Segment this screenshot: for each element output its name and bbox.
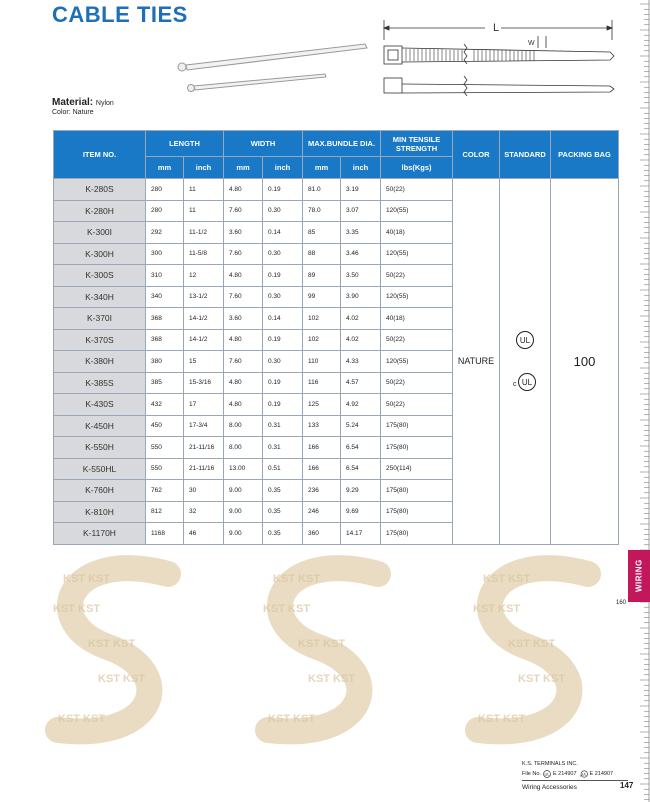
svg-text:KST KST: KST KST	[273, 573, 321, 585]
bundle-mm-cell: 246	[303, 501, 341, 523]
length-inch-cell: 11	[184, 200, 224, 222]
width-inch-cell: 0.19	[263, 394, 303, 416]
item-no-cell: K-430S	[54, 394, 146, 416]
bundle-mm-cell: 102	[303, 329, 341, 351]
svg-text:KST KST: KST KST	[478, 713, 526, 725]
header-item-no: ITEM NO.	[54, 131, 146, 179]
width-inch-cell: 0.19	[263, 372, 303, 394]
width-inch-cell: 0.30	[263, 200, 303, 222]
bundle-mm-cell: 89	[303, 265, 341, 287]
item-no-cell: K-370I	[54, 308, 146, 330]
tensile-cell: 50(22)	[381, 394, 453, 416]
svg-text:KST KST: KST KST	[268, 713, 316, 725]
header-min-tensile: MIN TENSILE STRENGTH	[381, 131, 453, 157]
length-inch-cell: 21-11/16	[184, 437, 224, 459]
material-label: Material:	[52, 97, 94, 108]
tensile-cell: 50(22)	[381, 265, 453, 287]
width-mm-cell: 3.60	[224, 308, 263, 330]
svg-text:c: c	[579, 773, 581, 778]
footer-section: Wiring Accessories	[522, 784, 577, 791]
tensile-cell: 40(18)	[381, 222, 453, 244]
width-mm-cell: 8.00	[224, 415, 263, 437]
packing-value: 100	[551, 179, 619, 545]
item-no-cell: K-1170H	[54, 523, 146, 545]
header-length: LENGTH	[146, 131, 224, 157]
header-length-mm: mm	[146, 157, 184, 179]
length-inch-cell: 14-1/2	[184, 329, 224, 351]
bundle-inch-cell: 3.46	[341, 243, 381, 265]
tensile-cell: 175(80)	[381, 480, 453, 502]
bundle-inch-cell: 5.24	[341, 415, 381, 437]
item-no-cell: K-810H	[54, 501, 146, 523]
header-length-inch: inch	[184, 157, 224, 179]
length-inch-cell: 30	[184, 480, 224, 502]
width-mm-cell: 7.60	[224, 243, 263, 265]
item-no-cell: K-280S	[54, 179, 146, 201]
header-tensile-lbs: lbs(Kgs)	[381, 157, 453, 179]
width-inch-cell: 0.30	[263, 243, 303, 265]
page-title: CABLE TIES	[52, 2, 188, 27]
cul-c-text: c	[513, 381, 517, 389]
width-mm-cell: 8.00	[224, 437, 263, 459]
width-inch-cell: 0.31	[263, 415, 303, 437]
bundle-mm-cell: 85	[303, 222, 341, 244]
spec-table	[53, 130, 619, 545]
file-no-1: E 214907	[552, 771, 577, 777]
side-ruler	[628, 0, 650, 802]
length-mm-cell: 380	[146, 351, 184, 373]
tensile-cell: 40(18)	[381, 308, 453, 330]
tensile-cell: 120(55)	[381, 200, 453, 222]
width-mm-cell: 13.00	[224, 458, 263, 480]
footer-file-numbers	[522, 770, 613, 778]
item-no-cell: K-280H	[54, 200, 146, 222]
bundle-mm-cell: 78.0	[303, 200, 341, 222]
width-mm-cell: 7.60	[224, 200, 263, 222]
bundle-mm-cell: 88	[303, 243, 341, 265]
header-width-mm: mm	[224, 157, 263, 179]
tensile-cell: 120(55)	[381, 286, 453, 308]
length-mm-cell: 762	[146, 480, 184, 502]
ul-icon	[543, 770, 551, 778]
header-max-bundle: MAX.BUNDLE DIA.	[303, 131, 381, 157]
bundle-mm-cell: 236	[303, 480, 341, 502]
bundle-inch-cell: 4.02	[341, 308, 381, 330]
length-mm-cell: 432	[146, 394, 184, 416]
width-inch-cell: 0.30	[263, 351, 303, 373]
item-no-cell: K-760H	[54, 480, 146, 502]
page-number: 147	[620, 781, 634, 790]
bundle-inch-cell: 6.54	[341, 458, 381, 480]
svg-text:KST KST: KST KST	[508, 638, 556, 650]
width-inch-cell: 0.14	[263, 222, 303, 244]
bundle-mm-cell: 166	[303, 437, 341, 459]
width-mm-cell: 9.00	[224, 523, 263, 545]
header-width-inch: inch	[263, 157, 303, 179]
length-inch-cell: 15	[184, 351, 224, 373]
svg-text:KST KST: KST KST	[63, 573, 111, 585]
ul-text: UL	[519, 336, 531, 346]
bundle-inch-cell: 9.69	[341, 501, 381, 523]
bundle-inch-cell: 9.29	[341, 480, 381, 502]
tensile-cell: 175(80)	[381, 437, 453, 459]
svg-text:KST KST: KST KST	[483, 573, 531, 585]
length-mm-cell: 280	[146, 200, 184, 222]
length-inch-cell: 13-1/2	[184, 286, 224, 308]
length-inch-cell: 21-11/16	[184, 458, 224, 480]
bundle-inch-cell: 3.07	[341, 200, 381, 222]
bundle-mm-cell: 116	[303, 372, 341, 394]
width-mm-cell: 4.80	[224, 329, 263, 351]
section-tab-wiring: WIRING	[628, 550, 650, 602]
width-mm-cell: 4.80	[224, 372, 263, 394]
bundle-mm-cell: 133	[303, 415, 341, 437]
item-no-cell: K-550H	[54, 437, 146, 459]
length-mm-cell: 450	[146, 415, 184, 437]
bundle-mm-cell: 360	[303, 523, 341, 545]
bundle-inch-cell: 14.17	[341, 523, 381, 545]
bundle-mm-cell: 166	[303, 458, 341, 480]
tensile-cell: 50(22)	[381, 329, 453, 351]
length-mm-cell: 280	[146, 179, 184, 201]
item-no-cell: K-300S	[54, 265, 146, 287]
width-mm-cell: 4.80	[224, 179, 263, 201]
width-label: W	[528, 40, 535, 47]
header-color: COLOR	[453, 131, 500, 179]
bundle-inch-cell: 4.02	[341, 329, 381, 351]
item-no-cell: K-380H	[54, 351, 146, 373]
width-inch-cell: 0.14	[263, 308, 303, 330]
width-mm-cell: 7.60	[224, 351, 263, 373]
item-no-cell: K-300H	[54, 243, 146, 265]
table-row	[54, 179, 619, 201]
material-value: Nylon	[95, 100, 114, 107]
svg-text:KST KST: KST KST	[58, 713, 106, 725]
standard-cell	[500, 179, 551, 545]
length-inch-cell: 11-5/8	[184, 243, 224, 265]
width-inch-cell: 0.19	[263, 179, 303, 201]
ruler-mark: 160	[616, 600, 627, 606]
width-inch-cell: 0.35	[263, 523, 303, 545]
length-label: L	[493, 22, 500, 34]
width-mm-cell: 4.80	[224, 394, 263, 416]
item-no-cell: K-340H	[54, 286, 146, 308]
item-no-cell: K-550HL	[54, 458, 146, 480]
item-no-cell: K-370S	[54, 329, 146, 351]
width-mm-cell: 9.00	[224, 501, 263, 523]
length-mm-cell: 812	[146, 501, 184, 523]
kst-watermark	[18, 552, 618, 747]
width-inch-cell: 0.30	[263, 286, 303, 308]
length-inch-cell: 46	[184, 523, 224, 545]
length-mm-cell: 368	[146, 329, 184, 351]
bundle-mm-cell: 99	[303, 286, 341, 308]
svg-text:KST KST: KST KST	[473, 603, 521, 615]
svg-text:KST KST: KST KST	[263, 603, 311, 615]
bundle-inch-cell: 4.57	[341, 372, 381, 394]
tensile-cell: 175(80)	[381, 501, 453, 523]
length-inch-cell: 11	[184, 179, 224, 201]
length-mm-cell: 550	[146, 458, 184, 480]
material-line	[52, 97, 114, 108]
file-label: File No.	[522, 771, 541, 777]
bundle-mm-cell: 81.0	[303, 179, 341, 201]
cable-ties-illustration	[175, 40, 375, 100]
bundle-inch-cell: 3.35	[341, 222, 381, 244]
length-mm-cell: 1168	[146, 523, 184, 545]
width-mm-cell: 9.00	[224, 480, 263, 502]
bundle-mm-cell: 110	[303, 351, 341, 373]
cul-listed-icon	[512, 372, 538, 392]
svg-text:UL: UL	[544, 771, 550, 777]
header-packing: PACKING BAG	[551, 131, 619, 179]
tensile-cell: 120(55)	[381, 351, 453, 373]
color-line: Color: Nature	[52, 109, 94, 116]
length-mm-cell: 368	[146, 308, 184, 330]
cul-icon	[579, 770, 588, 778]
length-inch-cell: 32	[184, 501, 224, 523]
width-mm-cell: 3.60	[224, 222, 263, 244]
width-inch-cell: 0.51	[263, 458, 303, 480]
width-mm-cell: 7.60	[224, 286, 263, 308]
svg-text:KST KST: KST KST	[308, 673, 356, 685]
width-mm-cell: 4.80	[224, 265, 263, 287]
length-inch-cell: 12	[184, 265, 224, 287]
svg-text:KST KST: KST KST	[518, 673, 566, 685]
bundle-mm-cell: 125	[303, 394, 341, 416]
svg-text:KST KST: KST KST	[53, 603, 101, 615]
bundle-inch-cell: 4.92	[341, 394, 381, 416]
length-inch-cell: 17	[184, 394, 224, 416]
svg-text:KST KST: KST KST	[98, 673, 146, 685]
footer-company: K.S. TERMINALS INC.	[522, 761, 578, 767]
width-inch-cell: 0.31	[263, 437, 303, 459]
tensile-cell: 175(80)	[381, 415, 453, 437]
bundle-mm-cell: 102	[303, 308, 341, 330]
item-no-cell: K-450H	[54, 415, 146, 437]
item-no-cell: K-385S	[54, 372, 146, 394]
width-inch-cell: 0.35	[263, 480, 303, 502]
header-standard: STANDARD	[500, 131, 551, 179]
tensile-cell: 50(22)	[381, 372, 453, 394]
length-inch-cell: 15-3/16	[184, 372, 224, 394]
bundle-inch-cell: 3.19	[341, 179, 381, 201]
length-mm-cell: 385	[146, 372, 184, 394]
length-mm-cell: 300	[146, 243, 184, 265]
svg-text:KST KST: KST KST	[88, 638, 136, 650]
header-width: WIDTH	[224, 131, 303, 157]
cul-text: UL	[521, 378, 533, 388]
svg-text:KST KST: KST KST	[298, 638, 346, 650]
length-inch-cell: 14-1/2	[184, 308, 224, 330]
tensile-cell: 50(22)	[381, 179, 453, 201]
tensile-cell: 250(114)	[381, 458, 453, 480]
length-inch-cell: 11-1/2	[184, 222, 224, 244]
length-mm-cell: 340	[146, 286, 184, 308]
length-mm-cell: 292	[146, 222, 184, 244]
dimension-diagram	[378, 18, 628, 113]
color-value: NATURE	[453, 179, 500, 545]
width-inch-cell: 0.35	[263, 501, 303, 523]
item-no-cell: K-300I	[54, 222, 146, 244]
footer-divider	[522, 780, 628, 781]
length-inch-cell: 17-3/4	[184, 415, 224, 437]
bundle-inch-cell: 6.54	[341, 437, 381, 459]
bundle-inch-cell: 3.90	[341, 286, 381, 308]
length-mm-cell: 310	[146, 265, 184, 287]
file-no-2: E 214907	[589, 771, 614, 777]
bundle-inch-cell: 3.50	[341, 265, 381, 287]
header-bundle-inch: inch	[341, 157, 381, 179]
width-inch-cell: 0.19	[263, 329, 303, 351]
bundle-inch-cell: 4.33	[341, 351, 381, 373]
ul-listed-icon	[515, 330, 535, 350]
tensile-cell: 175(80)	[381, 523, 453, 545]
tensile-cell: 120(55)	[381, 243, 453, 265]
width-inch-cell: 0.19	[263, 265, 303, 287]
length-mm-cell: 550	[146, 437, 184, 459]
svg-text:UL: UL	[581, 772, 587, 777]
header-bundle-mm: mm	[303, 157, 341, 179]
